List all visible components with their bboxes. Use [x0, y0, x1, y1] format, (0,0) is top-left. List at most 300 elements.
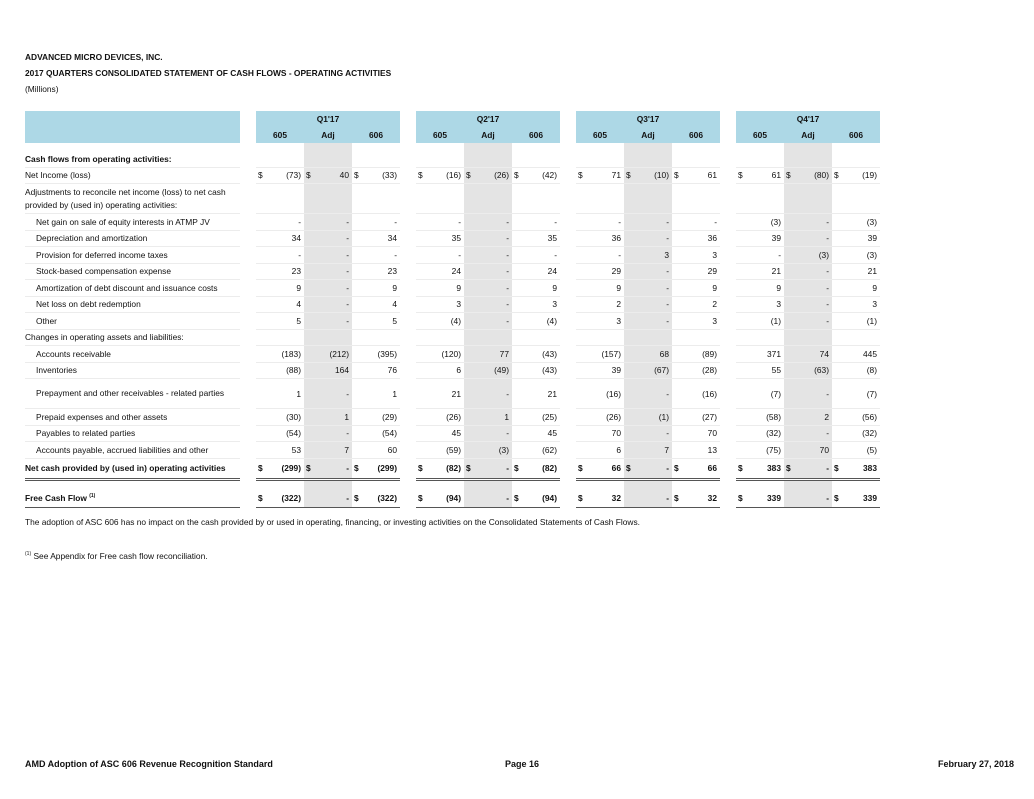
value-text: 29	[707, 266, 717, 277]
value-text: 9	[296, 282, 301, 293]
spacer	[720, 111, 736, 127]
value-cell	[576, 458, 624, 479]
value-wrap	[512, 316, 557, 326]
footer-left: AMD Adoption of ASC 606 Revenue Recognition Standard	[25, 759, 273, 769]
value-text: 55	[771, 365, 781, 376]
value-text: (3)	[818, 249, 829, 260]
spacer	[240, 230, 256, 247]
value-wrap	[512, 493, 557, 503]
spacer	[560, 247, 576, 264]
value-text: 2	[824, 411, 829, 422]
value-cell	[256, 458, 304, 479]
value-cell	[672, 247, 720, 264]
value-cell	[256, 442, 304, 459]
value-cell	[352, 458, 400, 479]
value-text: 5	[296, 315, 301, 326]
value-text: 9	[456, 282, 461, 293]
value-text: 39	[611, 365, 621, 376]
gap-cell	[256, 143, 304, 151]
value-text: -	[506, 463, 509, 473]
value-cell	[624, 214, 672, 231]
value-cell	[304, 296, 352, 313]
quarter-header: Q1'17	[256, 111, 400, 127]
value-cell	[416, 489, 464, 508]
value-wrap	[832, 493, 877, 503]
value-wrap	[624, 283, 669, 293]
value-text: (3)	[770, 216, 781, 227]
value-wrap	[576, 250, 621, 260]
value-text: 74	[819, 348, 829, 359]
value-cell	[416, 167, 464, 184]
quarter-header: Q4'17	[736, 111, 880, 127]
column-subheader: 605	[736, 127, 784, 143]
table-row	[25, 442, 880, 459]
value-wrap	[416, 316, 461, 326]
footer-page: Page 16	[505, 759, 540, 769]
row-label	[25, 313, 240, 330]
value-wrap	[304, 299, 349, 309]
value-cell	[464, 151, 512, 167]
value-wrap	[576, 349, 621, 359]
spacer	[560, 143, 576, 151]
footnote-text: See Appendix for Free cash flow reconciliation.	[33, 551, 208, 561]
value-text: 23	[387, 266, 397, 277]
value-wrap	[624, 299, 669, 309]
value-wrap	[464, 428, 509, 438]
value-text: 32	[707, 492, 717, 503]
value-cell	[576, 425, 624, 442]
value-cell	[512, 362, 560, 379]
value-wrap	[464, 412, 509, 422]
value-wrap	[736, 299, 781, 309]
value-wrap	[416, 266, 461, 276]
spacer	[240, 362, 256, 379]
value-cell	[464, 489, 512, 508]
spacer	[240, 329, 256, 346]
value-text: (5)	[866, 444, 877, 455]
value-cell	[464, 296, 512, 313]
value-cell	[576, 296, 624, 313]
value-cell	[464, 263, 512, 280]
value-wrap	[624, 233, 669, 243]
value-text: -	[826, 428, 829, 439]
gap-cell	[672, 479, 720, 489]
value-cell	[352, 184, 400, 214]
header-blank	[25, 111, 240, 127]
row-label-text: Net Income (loss)	[25, 170, 91, 181]
value-wrap	[256, 349, 301, 359]
value-wrap	[736, 412, 781, 422]
value-cell	[576, 329, 624, 346]
value-text: 9	[616, 282, 621, 293]
value-wrap	[576, 493, 621, 503]
value-text: -	[826, 315, 829, 326]
value-wrap	[832, 463, 877, 473]
value-wrap	[256, 389, 301, 399]
value-text: 2	[616, 299, 621, 310]
currency-symbol: $	[786, 463, 791, 473]
spacer	[400, 167, 416, 184]
value-text: (19)	[862, 170, 877, 181]
value-wrap	[784, 389, 829, 399]
value-cell	[832, 346, 880, 363]
spacer	[720, 379, 736, 409]
value-text: 29	[611, 266, 621, 277]
table-row	[25, 329, 880, 346]
value-text: (42)	[542, 170, 557, 181]
spacer	[240, 127, 256, 143]
value-text: (212)	[329, 348, 349, 359]
value-cell	[256, 263, 304, 280]
value-wrap	[784, 250, 829, 260]
value-wrap	[576, 266, 621, 276]
value-text: 61	[771, 170, 781, 181]
spacer	[560, 280, 576, 297]
value-wrap	[512, 365, 557, 375]
value-text: -	[506, 282, 509, 293]
value-cell	[784, 184, 832, 214]
value-cell	[512, 489, 560, 508]
row-label	[25, 296, 240, 313]
value-wrap	[784, 283, 829, 293]
value-cell	[832, 230, 880, 247]
value-text: -	[554, 249, 557, 260]
value-text: -	[666, 492, 669, 503]
value-text: (82)	[446, 463, 461, 473]
value-cell	[832, 263, 880, 280]
value-cell	[832, 409, 880, 426]
value-wrap	[256, 170, 301, 180]
value-cell	[784, 425, 832, 442]
value-cell	[672, 184, 720, 214]
value-wrap	[464, 389, 509, 399]
spacer	[240, 263, 256, 280]
value-wrap	[256, 283, 301, 293]
value-text: -	[506, 233, 509, 244]
value-text: -	[346, 282, 349, 293]
value-text: (88)	[286, 365, 301, 376]
gap-cell	[416, 479, 464, 489]
value-wrap	[512, 283, 557, 293]
row-label-text: Accounts receivable	[36, 348, 111, 359]
value-cell	[576, 247, 624, 264]
value-cell	[256, 230, 304, 247]
currency-symbol: $	[418, 170, 423, 181]
table-row	[25, 214, 880, 231]
currency-symbol: $	[418, 463, 423, 473]
spacer	[560, 184, 576, 214]
spacer	[400, 280, 416, 297]
value-cell	[304, 313, 352, 330]
row-label-text: Accounts payable, accrued liabilities and other	[36, 444, 209, 455]
value-text: 339	[863, 492, 877, 503]
value-cell	[624, 167, 672, 184]
value-cell	[832, 329, 880, 346]
value-cell	[736, 247, 784, 264]
spacer	[560, 296, 576, 313]
value-text: -	[298, 249, 301, 260]
value-text: (75)	[766, 444, 781, 455]
value-text: -	[346, 249, 349, 260]
value-wrap	[624, 412, 669, 422]
value-wrap	[304, 349, 349, 359]
value-cell	[832, 184, 880, 214]
value-cell	[784, 167, 832, 184]
value-cell	[352, 346, 400, 363]
value-wrap	[464, 493, 509, 503]
gap-cell	[352, 479, 400, 489]
value-wrap	[416, 412, 461, 422]
value-text: (27)	[702, 411, 717, 422]
value-text: (8)	[866, 365, 877, 376]
value-text: 3	[616, 315, 621, 326]
value-wrap	[784, 299, 829, 309]
value-text: (299)	[377, 463, 397, 473]
spacer	[560, 479, 576, 489]
currency-symbol: $	[306, 170, 311, 181]
value-text: (73)	[286, 170, 301, 181]
value-cell	[256, 362, 304, 379]
spacer	[240, 313, 256, 330]
spacer	[240, 379, 256, 409]
value-text: (25)	[542, 411, 557, 422]
value-wrap	[576, 428, 621, 438]
value-cell	[512, 230, 560, 247]
spacer	[560, 379, 576, 409]
value-wrap	[464, 365, 509, 375]
value-wrap	[672, 233, 717, 243]
value-cell	[784, 296, 832, 313]
value-wrap	[352, 170, 397, 180]
currency-symbol: $	[674, 170, 679, 181]
value-wrap	[304, 266, 349, 276]
value-text: 3	[712, 249, 717, 260]
value-cell	[256, 296, 304, 313]
value-text: -	[666, 282, 669, 293]
value-text: 6	[456, 365, 461, 376]
value-cell	[512, 296, 560, 313]
value-wrap	[736, 463, 781, 473]
value-cell	[672, 263, 720, 280]
spacer	[240, 184, 256, 214]
value-text: -	[506, 492, 509, 503]
row-label	[25, 247, 240, 264]
value-text: 4	[296, 299, 301, 310]
value-cell	[464, 425, 512, 442]
gap-cell	[25, 143, 240, 151]
currency-symbol: $	[258, 170, 263, 181]
value-text: 61	[707, 170, 717, 181]
value-cell	[512, 346, 560, 363]
adoption-note: The adoption of ASC 606 has no impact on the cash provided by or used in operating, financing, or investing activities on the Consolidated Statements of Cash Flows.	[25, 517, 640, 527]
spacer	[560, 127, 576, 143]
value-text: -	[506, 428, 509, 439]
value-cell	[304, 151, 352, 167]
value-wrap	[832, 250, 877, 260]
value-wrap	[416, 299, 461, 309]
value-cell	[832, 379, 880, 409]
value-cell	[672, 329, 720, 346]
value-text: (80)	[814, 170, 829, 181]
spacer	[720, 489, 736, 508]
value-wrap	[736, 170, 781, 180]
value-cell	[576, 379, 624, 409]
spacer	[560, 489, 576, 508]
value-wrap	[832, 233, 877, 243]
value-text: 66	[611, 463, 621, 473]
column-subheader: 606	[672, 127, 720, 143]
value-cell	[512, 214, 560, 231]
value-wrap	[416, 170, 461, 180]
row-label-text: Amortization of debt discount and issuance costs	[36, 282, 218, 293]
value-text: 4	[392, 299, 397, 310]
value-wrap	[784, 493, 829, 503]
value-text: 5	[392, 315, 397, 326]
spacer	[240, 167, 256, 184]
spacer	[720, 184, 736, 214]
value-text: (26)	[494, 170, 509, 181]
value-cell	[672, 167, 720, 184]
value-text: (54)	[382, 428, 397, 439]
spacer	[240, 458, 256, 479]
value-text: -	[346, 492, 349, 503]
value-wrap	[784, 463, 829, 473]
value-text: (62)	[542, 444, 557, 455]
row-label-text: Prepaid expenses and other assets	[36, 411, 168, 422]
value-cell	[784, 329, 832, 346]
value-text: (49)	[494, 365, 509, 376]
value-cell	[352, 362, 400, 379]
value-cell	[352, 263, 400, 280]
currency-symbol: $	[738, 463, 743, 473]
value-cell	[464, 184, 512, 214]
value-cell	[672, 442, 720, 459]
value-cell	[832, 214, 880, 231]
spacer	[400, 313, 416, 330]
value-text: 9	[392, 282, 397, 293]
row-label	[25, 489, 240, 508]
value-text: -	[826, 216, 829, 227]
value-cell	[784, 409, 832, 426]
value-text: 371	[767, 348, 781, 359]
value-cell	[832, 280, 880, 297]
spacer	[400, 346, 416, 363]
value-text: (32)	[862, 428, 877, 439]
value-wrap	[416, 250, 461, 260]
currency-symbol: $	[306, 463, 311, 473]
value-cell	[784, 489, 832, 508]
value-wrap	[736, 250, 781, 260]
value-cell	[784, 362, 832, 379]
value-wrap	[512, 349, 557, 359]
value-wrap	[304, 463, 349, 473]
value-text: (7)	[770, 388, 781, 399]
value-text: -	[298, 216, 301, 227]
value-text: -	[826, 492, 829, 503]
table-row	[25, 362, 880, 379]
value-text: 77	[499, 348, 509, 359]
value-wrap	[576, 170, 621, 180]
value-wrap	[832, 217, 877, 227]
value-text: -	[506, 266, 509, 277]
row-label	[25, 346, 240, 363]
value-cell	[736, 362, 784, 379]
value-cell	[624, 151, 672, 167]
value-wrap	[512, 463, 557, 473]
value-wrap	[736, 233, 781, 243]
value-wrap	[736, 428, 781, 438]
value-wrap	[304, 365, 349, 375]
column-subheader: Adj	[464, 127, 512, 143]
value-cell	[464, 362, 512, 379]
value-wrap	[624, 266, 669, 276]
value-wrap	[672, 445, 717, 455]
value-cell	[256, 214, 304, 231]
value-text: -	[394, 216, 397, 227]
gap-cell	[576, 479, 624, 489]
value-cell	[464, 329, 512, 346]
spacer	[240, 280, 256, 297]
value-wrap	[624, 349, 669, 359]
row-label-text: Adjustments to reconcile net income (loss) to net cash provided by (used in) operating activities:	[25, 186, 226, 210]
value-text: -	[346, 216, 349, 227]
value-text: (43)	[542, 365, 557, 376]
value-text: 1	[504, 411, 509, 422]
value-wrap	[416, 445, 461, 455]
value-cell	[464, 458, 512, 479]
value-text: 39	[771, 233, 781, 244]
gap-cell	[512, 143, 560, 151]
value-text: 9	[776, 282, 781, 293]
spacer	[560, 409, 576, 426]
value-wrap	[784, 349, 829, 359]
value-cell	[512, 263, 560, 280]
value-cell	[464, 379, 512, 409]
value-wrap	[576, 316, 621, 326]
value-text: 7	[344, 444, 349, 455]
value-wrap	[832, 349, 877, 359]
value-cell	[784, 247, 832, 264]
value-text: -	[666, 315, 669, 326]
value-wrap	[736, 217, 781, 227]
value-cell	[576, 489, 624, 508]
value-cell	[304, 214, 352, 231]
table-row	[25, 296, 880, 313]
value-cell	[784, 346, 832, 363]
value-cell	[736, 263, 784, 280]
value-wrap	[304, 283, 349, 293]
value-wrap	[352, 266, 397, 276]
value-cell	[416, 458, 464, 479]
value-cell	[624, 280, 672, 297]
value-cell	[784, 280, 832, 297]
value-text: -	[506, 315, 509, 326]
value-text: 21	[867, 266, 877, 277]
value-cell	[736, 329, 784, 346]
value-wrap	[304, 217, 349, 227]
value-cell	[416, 379, 464, 409]
value-wrap	[624, 445, 669, 455]
value-wrap	[464, 217, 509, 227]
value-cell	[352, 409, 400, 426]
value-cell	[512, 329, 560, 346]
spacer	[560, 167, 576, 184]
table-row	[25, 263, 880, 280]
value-cell	[464, 313, 512, 330]
value-text: -	[346, 299, 349, 310]
value-cell	[736, 167, 784, 184]
value-cell	[576, 214, 624, 231]
